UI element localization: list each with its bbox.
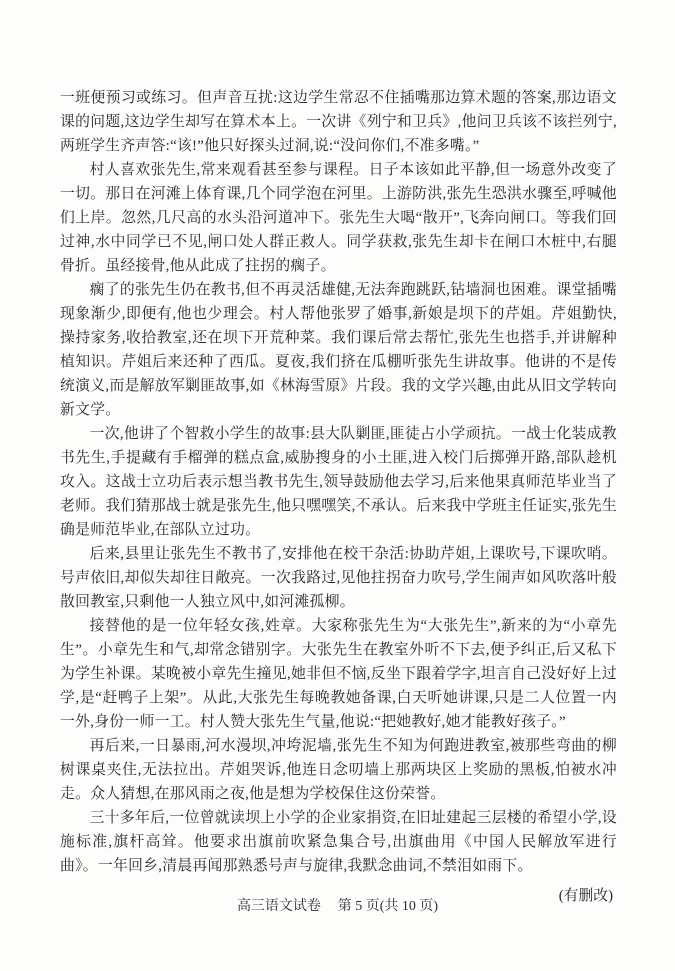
passage-body [60, 86, 617, 908]
footer-exam-title: 高三语文试卷 [236, 899, 321, 914]
passage-paragraph: 瘸了的张先生仍在教书,但不再灵活雄健,无法奔跑跳跃,钻墙洞也困难。课堂插嘴现象渐少,即便有,他也少理会。村人帮他张罗了婚事,新娘是坝下的芹姐。芹姐勤快,操持家务,收拾教室,还在坝下开荒种菜。我们课后常去帮忙,张先生也搭手,并讲解种植知识。芹姐后来还种了西瓜。夏夜,我们挤在瓜棚听张先生讲故事。他讲的不是传统演义,而是解放军剿匪故事,如《林海雪原》片段。我的文学兴趣,由此从旧文学转向新文学。 [60, 282, 617, 418]
passage-paragraph: 一次,他讲了个智救小学生的故事:县大队剿匪,匪徒占小学顽抗。一战士化装成教书先生,手提藏有手榴弹的糕点盒,威胁搜身的小土匪,进入校门后掷弹开路,部队趁机攻入。这战士立功后表示想当教书先生,领导鼓励他去学习,后来他果真师范毕业当了老师。我们猜那战士就是张先生,他只嘿嘿笑,不承认。后来我中学班主任证实,张先生确是师范毕业,在部队立过功。 [60, 426, 617, 538]
passage-paragraph: 接替他的是一位年轻女孩,姓章。大家称张先生为“大张先生”,新来的为“小章先生”。小章先生和气,却常念错别字。大张先生在教室外听不下去,便予纠正,后又私下为学生补课。某晚被小章先生撞见,她非但不恼,反坐下跟着学字,坦言自己没好好上过学,是“赶鸭子上架”。从此,大张先生每晚教她备课,白天听她讲课,只是二人位置一内一外,身份一师一工。村人赞大张先生气量,他说:“把她教好,她才能教好孩子。” [60, 618, 617, 730]
passage-paragraph: 再后来,一日暴雨,河水漫坝,冲垮泥墙,张先生不知为何跑进教室,被那些弯曲的柳树课桌夹住,无法拉出。芹姐哭诉,他连日念叨墙上那两块区上奖励的黑板,怕被水冲走。众人猜想,在那风雨之夜,他是想为学校保住这份荣誉。 [60, 738, 617, 802]
footer-page-number: 第 5 页(共 10 页) [337, 899, 439, 914]
passage-paragraph: 村人喜欢张先生,常来观看甚至参与课程。日子本该如此平静,但一场意外改变了一切。那日在河滩上体育课,几个同学泡在河里。上游防洪,张先生恐洪水骤至,呼喊他们上岸。忽然,几尺高的水头沿河道冲下。张先生大喝“散开”,飞奔向闸口。等我们回过神,水中同学已不见,闸口处人群正救人。同学获救,张先生却卡在闸口木桩中,右腿骨折。虽经接骨,他从此成了拄拐的瘸子。 [60, 162, 617, 274]
passage-paragraph: 后来,县里让张先生不教书了,安排他在校干杂活:协助芹姐,上课吹号,下课吹哨。号声依旧,却似失却往日敞亮。一次我路过,见他拄拐奋力吹号,学生闹声如风吹落叶般散回教室,只剩他一人独立风中,如河滩孤柳。 [60, 546, 617, 610]
passage-paragraph: 一班便预习或练习。但声音互扰:这边学生常忍不住插嘴那边算术题的答案,那边语文课的问题,这边学生却写在算术本上。一次讲《列宁和卫兵》,他问卫兵该不该拦列宁,两班学生齐声答:“该!”他只好探头过洞,说:“没问你们,不准多嘴。” [60, 90, 617, 154]
passage-paragraph: 三十多年后,一位曾就读坝上小学的企业家捐资,在旧址建起三层楼的希望小学,设施标准,旗杆高耸。他要求出旗前吹紧急集合号,出旗曲用《中国人民解放军进行曲》。一年回乡,清晨再闻那熟悉号声与旋律,我默念曲词,不禁泪如雨下。 [60, 810, 617, 874]
attribution-note: (有删改) [558, 888, 613, 904]
page-footer [0, 896, 675, 918]
